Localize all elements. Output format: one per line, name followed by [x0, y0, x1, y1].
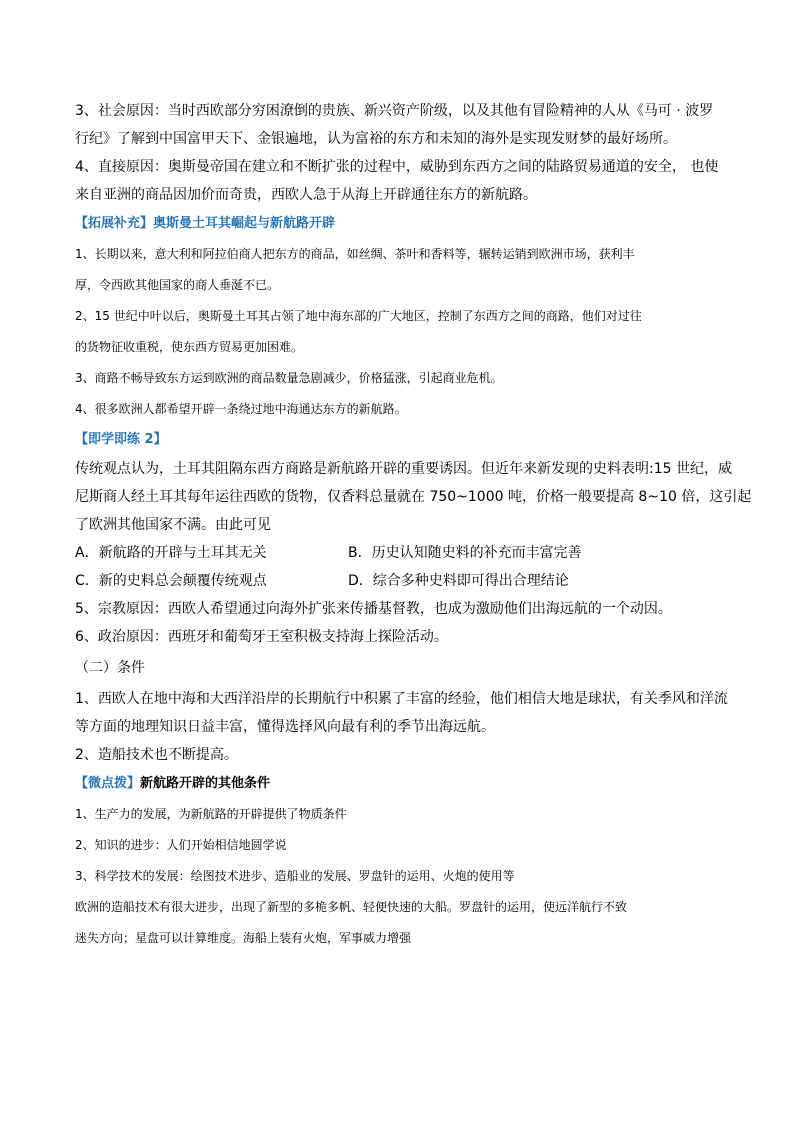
conditions-item-1-line-1: 1、西欧人在地中海和大西洋沿岸的长期航行中积累了丰富的经验，他们相信大地是球状，有关季风和洋流: [75, 691, 728, 707]
social-cause-paragraph: [75, 97, 725, 153]
social-cause-line-2: 行纪》了解到中国富甲天下、金银遍地，认为富裕的东方和未知的海外是实现发财梦的最好场所。: [75, 131, 677, 147]
extension-item-1-line-1: 1、长期以来，意大利和阿拉伯商人把东方的商品，如丝绸、茶叶和香料等，辗转运销到欧洲市场，获利丰: [75, 247, 635, 261]
extension-heading-title: 奥斯曼土耳其崛起与新航路开辟: [153, 216, 336, 231]
extension-item-2-line-1: 2、15 世纪中叶以后，奥斯曼土耳其占领了地中海东部的广大地区，控制了东西方之间的商路，他们对过往: [75, 309, 642, 323]
practice-options: [75, 539, 725, 595]
direct-cause-paragraph: [75, 153, 725, 209]
conditions-heading: [75, 654, 725, 682]
extension-heading-bracket: 【拓展补充】: [75, 216, 154, 231]
option-row-2: [75, 567, 725, 595]
tip-detail: [75, 892, 725, 954]
tip-heading-bracket: 【微点拨】: [75, 776, 141, 791]
extension-item-1: [75, 239, 725, 301]
extension-item-4-line: 4、很多欧洲人都希望开辟一条绕过地中海通达东方的新航路。: [75, 402, 407, 416]
direct-cause-line-2: 来自亚洲的商品因加价而奇贵，西欧人急于从海上开辟通往东方的新航路。: [75, 187, 537, 203]
option-d[interactable]: D．综合多种史料即可得出合理结论: [348, 573, 569, 589]
conditions-heading-text: （二）条件: [75, 660, 145, 676]
religion-cause-paragraph: [75, 595, 725, 623]
extension-item-4: [75, 394, 725, 425]
tip-item-2: [75, 830, 725, 861]
tip-item-3: [75, 861, 725, 892]
direct-cause-line-1: 4、直接原因：奥斯曼帝国在建立和不断扩张的过程中，威胁到东西方之间的陆路贸易通道的安全， 也使: [75, 159, 719, 175]
option-row-1: [75, 539, 725, 567]
practice-stem-line-2: 尼斯商人经土耳其每年运往西欧的货物，仅香料总量就在 750~1000 吨，价格一般要提高 8~10 倍，这引起: [75, 489, 752, 505]
option-b[interactable]: B．历史认知随史料的补充而丰富完善: [348, 545, 582, 561]
option-a[interactable]: A．新航路的开辟与土耳其无关: [75, 545, 267, 561]
conditions-item-1-line-2: 等方面的地理知识日益丰富，懂得选择风向最有利的季节出海远航。: [75, 719, 495, 735]
option-c[interactable]: C．新的史料总会颠覆传统观点: [75, 573, 267, 589]
tip-detail-line-1: 欧洲的造船技术有很大进步，出现了新型的多桅多帆、轻便快速的大船。罗盘针的运用，使远洋航行不致: [75, 900, 628, 914]
religion-cause-line: 5、宗教原因：西欧人希望通过向海外扩张来传播基督教，也成为激励他们出海远航的一个动因。: [75, 601, 672, 617]
document-content: [75, 97, 752, 954]
tip-heading: [75, 769, 725, 799]
practice-heading: [75, 425, 725, 455]
tip-item-1: [75, 799, 725, 830]
tip-item-1-line: 1、生产力的发展，为新航路的开辟提供了物质条件: [75, 807, 347, 821]
extension-item-2: [75, 301, 725, 363]
tip-detail-line-2: 迷失方向；星盘可以计算维度。海船上装有火炮，军事威力增强: [75, 931, 412, 945]
practice-heading-label: 【即学即练 2】: [75, 432, 167, 447]
practice-question-stem: [75, 455, 752, 539]
social-cause-line-1: 3、社会原因：当时西欧部分穷困潦倒的贵族、新兴资产阶级，以及其他有冒险精神的人从《马可 · 波罗: [75, 103, 714, 119]
conditions-item-2: [75, 741, 725, 769]
conditions-item-1: [75, 685, 728, 741]
practice-stem-line-1: 传统观点认为，土耳其阻隔东西方商路是新航路开辟的重要诱因。但近年来新发现的史料表明:15 世纪，威: [75, 461, 732, 477]
extension-item-1-line-2: 厚，令西欧其他国家的商人垂涎不已。: [75, 278, 280, 292]
extension-item-2-line-2: 的货物征收重税，使东西方贸易更加困难。: [75, 340, 304, 354]
tip-item-2-line: 2、知识的进步：人们开始相信地圆学说: [75, 838, 287, 852]
practice-stem-line-3: 了欧洲其他国家不满。由此可见: [75, 517, 271, 533]
tip-heading-title: 新航路开辟的其他条件: [140, 776, 271, 791]
politics-cause-paragraph: [75, 623, 725, 651]
extension-heading: [75, 209, 725, 239]
extension-item-3-line: 3、商路不畅导致东方运到欧洲的商品数量急剧减少，价格猛涨，引起商业危机。: [75, 371, 503, 385]
politics-cause-line: 6、政治原因：西班牙和葡萄牙王室积极支持海上探险活动。: [75, 629, 448, 645]
conditions-item-2-line: 2、造船技术也不断提高。: [75, 747, 238, 763]
tip-item-3-line: 3、科学技术的发展：绘图技术进步、造船业的发展、罗盘针的运用、火炮的使用等: [75, 869, 515, 883]
extension-item-3: [75, 363, 725, 394]
